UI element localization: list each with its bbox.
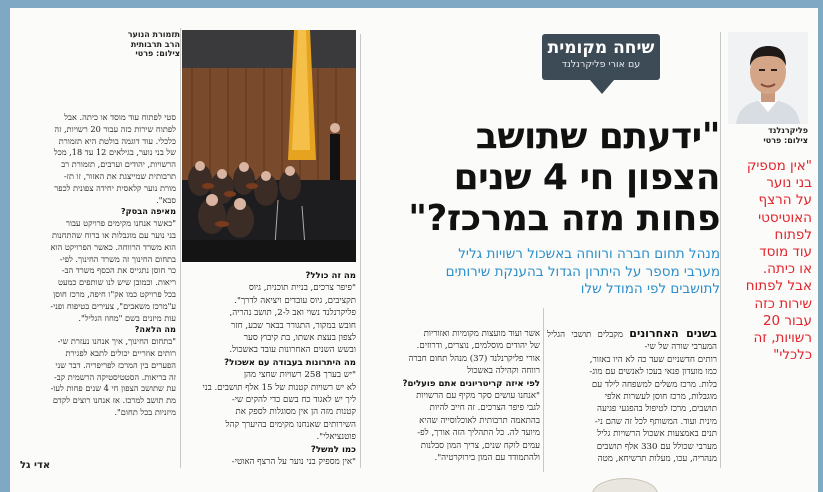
body-line: כלכלי. עוד דוגמה בולטת היא תזמורת (58, 135, 176, 146)
body-line: לפתוח שירות כזה עבור 20 רשויות, זה (54, 123, 176, 134)
pull-quote-line: כלכלי" (773, 347, 812, 364)
subheadline-line: מערבי מספר על היתרון הגדול בהענקת שירותים (445, 263, 720, 280)
body-line: סבא". (156, 194, 176, 205)
body-line: תרבותית שמייצגת את האזור, זו תז- (63, 170, 176, 181)
page-emblem (592, 478, 658, 492)
body-line: בני נוער עם מוגבלות או ברוח שהתחנות (51, 229, 176, 240)
pull-quote-line: אבל לפתוח (745, 278, 812, 295)
column-divider (720, 32, 721, 468)
body-line: אשר ועוד מועצות מקומיות ואזוריות (423, 329, 540, 339)
subheadline-line: מנהל תחום חברה ורווחה באשכול רשויות גליל (458, 246, 720, 262)
column-divider (360, 34, 361, 468)
pull-quote-line: שירות כזה (754, 295, 812, 312)
article-column-3 (184, 270, 356, 469)
section-byline: עם אורי פליקרנלנד (561, 59, 641, 70)
body-line: "יש בערך 258 רשויות שחצי מהן (243, 370, 356, 381)
headline-line: פחות מזה במרכז?" (408, 198, 720, 239)
body-line: עת שתושב הצפון חי 4 שנים פחות לעו- (50, 383, 176, 394)
interview-question: מה הלאה? (134, 324, 176, 335)
body-line: קטנות מזה הן אין מסוגלות לספק את (235, 407, 356, 418)
portrait-credit-name: פליקרנלנד (768, 126, 808, 135)
body-line: כר חוסן נתגייס את הכסף משרד הב- (61, 265, 176, 276)
body-line: "אנחנו עושים סקר מקיף עם הרשויות (416, 391, 540, 402)
body-line: פליקרנלנד נשוי ואב ל-2, תושב נהריה, (229, 308, 356, 319)
body-line: ליך יש לאגוד כח בשם כדי להקים שי- (231, 395, 356, 406)
orchestra-photo (182, 30, 356, 262)
body-line: מינית ועוד. המשותף לכל זה שהם ני- (594, 416, 717, 427)
pull-quote-line: רשויות, זה (753, 330, 812, 347)
body-line: לא יש רשויות קטנות של 15 אלף תושבים. בני (202, 382, 356, 393)
interview-question: מה היתרונות בעבודה עם אשכול? (224, 357, 356, 368)
headline-line: "ידעתם שתושב (475, 116, 720, 157)
subheadline (362, 246, 720, 299)
section-label: שיחה מקומית (547, 38, 655, 58)
body-line: תנים באמצעות אשכול הרשויות גליל (597, 429, 717, 440)
body-line: לצפון בעצת אשתו, בת קיבוץ סער (243, 333, 356, 344)
body-line: עמים לוקח שנים, צריך המון סבלנות (420, 440, 540, 451)
interview-question: מאיפה הבסק? (120, 206, 176, 217)
column-divider (180, 28, 181, 468)
body-line: פוטנציאלי". (316, 432, 356, 443)
lead-in: בשנים האחרונים (629, 327, 718, 340)
body-line: השירותים שאנחנו מקימים בהיערך קהל (225, 419, 356, 430)
body-line: "פיפר צרכים, בניית תוכנית, גיוס (248, 283, 356, 294)
body-line: רווחה וקהילה באשכול (467, 366, 540, 377)
body-line: ובשש השנים האחרונות עובד באשכול. (229, 345, 356, 356)
body-line: הוא משרד הרווחה. כאשר הפרויקט הוא (50, 241, 176, 252)
caption-orchestra-sub: הרב תרבותית (130, 39, 180, 49)
article-column-1 (547, 328, 717, 465)
body-line: בכל פרויקט כמו אק"ו חיפה, מרכז חוסן (53, 288, 176, 299)
caption-orchestra: תזמורת הנוער (127, 30, 180, 39)
caption-photo-credit: צילום: פרטי (135, 49, 180, 58)
body-line: הרשויות, יהודים וערבים, תזמורת רב (61, 159, 176, 170)
body-line: אורי פליקרנלנד (37) מנהל תחום חברה (408, 353, 540, 364)
article-column-2 (364, 328, 540, 464)
body-line: זה בריאות. הסטטיסטיקה הרשמית קב- (54, 371, 176, 382)
author-signature: אדי גל (20, 460, 51, 471)
pull-quote-line: עבור 20 (762, 312, 812, 329)
portrait-photo (728, 32, 808, 124)
pull-quote-line: או כיתה. (762, 261, 812, 278)
body-line: ע"מרכז משאבים", צעירים בטיפוח ופני- (50, 300, 176, 311)
body-line: הפערים בין המרכז לפריפריה. דבר שני (55, 359, 176, 370)
newspaper-page (10, 8, 818, 492)
portrait-caption (728, 126, 808, 145)
interview-question: כמו למשל? (310, 444, 356, 455)
pull-quote-line: האוטיסטי (758, 209, 812, 226)
body-line: של יהודים מוסלמים, נוצרים, ודרוזים. (416, 341, 540, 352)
body-line: תקציבים, גיוס עובדים ויציאה לדרך". (234, 295, 356, 306)
body-line: תושבים, מרכז לטיפול בהפגעי פגיעה (597, 404, 717, 415)
body-line: מיועד לה. כל התהליך הזה אורך, לפ- (417, 428, 540, 439)
body-line: של בני נוער, בגילאים 12 עד 18, מכל (53, 147, 176, 158)
pull-quote-line: "אין מספיק (746, 158, 812, 174)
body-line: בהתאמה תרבותית לאוכלוסייה שהיא (419, 415, 540, 426)
interview-question: לפי איזה קריטריונים אתם פועלים? (402, 378, 540, 389)
body-line: כמו מועדון פנאי בעכו לאנשים עם מוג- (589, 367, 717, 378)
body-line: לגבי פיפר הצרכים. זה חייב להיות (429, 403, 540, 414)
body-line: מוגבלות, מרכז חוסן לעשרות אלפי (604, 392, 717, 403)
pull-quote (728, 158, 812, 364)
body-line: מת תושב למרכז. אז אנחנו רוצים לקדם (52, 395, 176, 406)
body-line: רותים אוזריים יכולים לתבא לפגירת (65, 347, 176, 358)
subheadline-line: לתושבים לפי המודל שלו (580, 281, 720, 297)
body-line: מנהריה, עכו, מעלות תרשיחא, מטה (597, 454, 717, 465)
body-line: עות מיזנים בשם "מחוז הגליל". (78, 312, 176, 323)
body-line: בתחום החינוך זה משרד החינוך. לפי- (59, 253, 176, 264)
pull-quote-line: עוד מוסד (759, 244, 812, 261)
article-column-4 (20, 112, 176, 419)
body-line: "בתחום החינוך, איך אנחנו נעזרת שי- (57, 336, 176, 347)
body-line: מורת נוער קלאסית יחידה צפונית לכפר (54, 182, 176, 193)
body-line: בלות. מרכז משלים למשפחה לילד עם (591, 379, 717, 390)
body-line: מיזניות בכל תחום". (114, 406, 176, 417)
interview-question: מה זה כולל? (305, 271, 356, 281)
section-tab (542, 34, 660, 80)
body-line: חובש במקור, התגורר בבאר שבע, חזר (230, 320, 356, 331)
pull-quote-line: על הרצף (758, 192, 812, 209)
body-line: רותים חדשניים שעד כה לא היו באזור, (589, 354, 717, 365)
portrait-credit-photo: צילום: פרטי (763, 135, 808, 145)
body-line: מערבי שכולל עם 330 אלף תושבים (596, 441, 717, 452)
body-line: "כאשר אנחנו מקימים פרויקט עבור (65, 218, 176, 229)
headline (362, 116, 720, 239)
body-line: "אין מספיק בני נוער על הרצף האוטי- (231, 457, 356, 468)
pull-quote-line: בני נוער (766, 175, 812, 192)
pull-quote-line: לפתוח (774, 226, 812, 243)
photo-caption (110, 30, 180, 59)
body-line: סטי לפתוח עוד מוסד או כיתה. אבל (64, 112, 176, 122)
body-line: מקבלים תושבי הגליל המערבי שורה של שי- (547, 330, 717, 353)
tab-pointer (590, 80, 614, 94)
body-line: ריאות. וכמובן שיש לנו שותפים כמעט (57, 277, 176, 288)
body-line: ולהתמודד עם המון בירוקרטיה". (434, 453, 540, 464)
column-divider (543, 308, 544, 472)
headline-line: הצפון חי 4 שנים (453, 157, 720, 198)
